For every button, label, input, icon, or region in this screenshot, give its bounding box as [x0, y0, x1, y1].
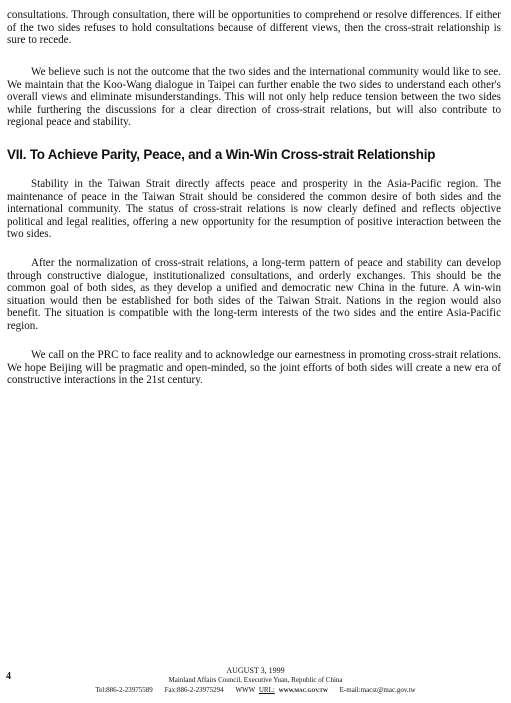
footer-tel: Tel:886-2-23975589: [95, 686, 153, 694]
page-number: 4: [6, 671, 11, 682]
paragraph-consultations: consultations. Through consultation, there will be opportunities to comprehend or resolve differences. If either of the two sides refuses to hold consultations because of different views, then the cross-strait relationship is sure to recede.: [7, 9, 501, 47]
footer-www-label: WWW: [235, 686, 256, 694]
footer-url-value[interactable]: WWW.MAC.GOV.TW: [278, 689, 328, 694]
paragraph-call-on-prc: We call on the PRC to face reality and to acknowledge our earnestness in promoting cross-strait relations. We hope Beijing will be pragmatic and open-minded, so the joint efforts of both sides will create a new era of constructive interactions in the 21st century.: [7, 349, 501, 387]
footer-fax: Fax:886-2-23975294: [164, 686, 224, 694]
footer-email[interactable]: E-mail:macst@mac.gov.tw: [339, 686, 416, 694]
footer-organization: Mainland Affairs Council, Executive Yuan, Republic of China: [168, 676, 343, 684]
paragraph-normalization: After the normalization of cross-strait relations, a long-term pattern of peace and stability can develop through constructive dialogue, institutionalized consultations, and orderly exchanges. This should be the common goal of both sides, as they develop a unified and democratic new China in the future. A win-win situation would then be established for both sides of the Taiwan Strait. Nations in the region would also benefit. The situation is compatible with the long-term interests of the two sides and the entire Asia-Pacific region.: [7, 257, 501, 332]
footer-contact: [0, 686, 511, 694]
paragraph-stability: Stability in the Taiwan Strait directly affects peace and prosperity in the Asia-Pacific region. The maintenance of peace in the Taiwan Strait should be considered the common desire of both sides and the international community. The status of cross-strait relations is now clearly defined and reflects objective political and legal realities, offering a new opportunity for the resumption of positive interaction between the two sides.: [7, 178, 501, 241]
paragraph-koo-wang-dialogue: We believe such is not the outcome that the two sides and the international community would like to see. We maintain that the Koo-Wang dialogue in Taipei can further enable the two sides to understand each other's overall views and eliminate misunderstandings. This will not only help reduce tension between the two sides while furthering the discussions for a clear direction of cross-strait relations, but will also contribute to regional peace and stability.: [7, 66, 501, 129]
section-heading: VII. To Achieve Parity, Peace, and a Win-Win Cross-strait Relationship: [7, 147, 436, 162]
footer-web: [235, 686, 329, 694]
footer-url-label: URL:: [258, 686, 275, 694]
footer-date: AUGUST 3, 1999: [226, 666, 285, 675]
